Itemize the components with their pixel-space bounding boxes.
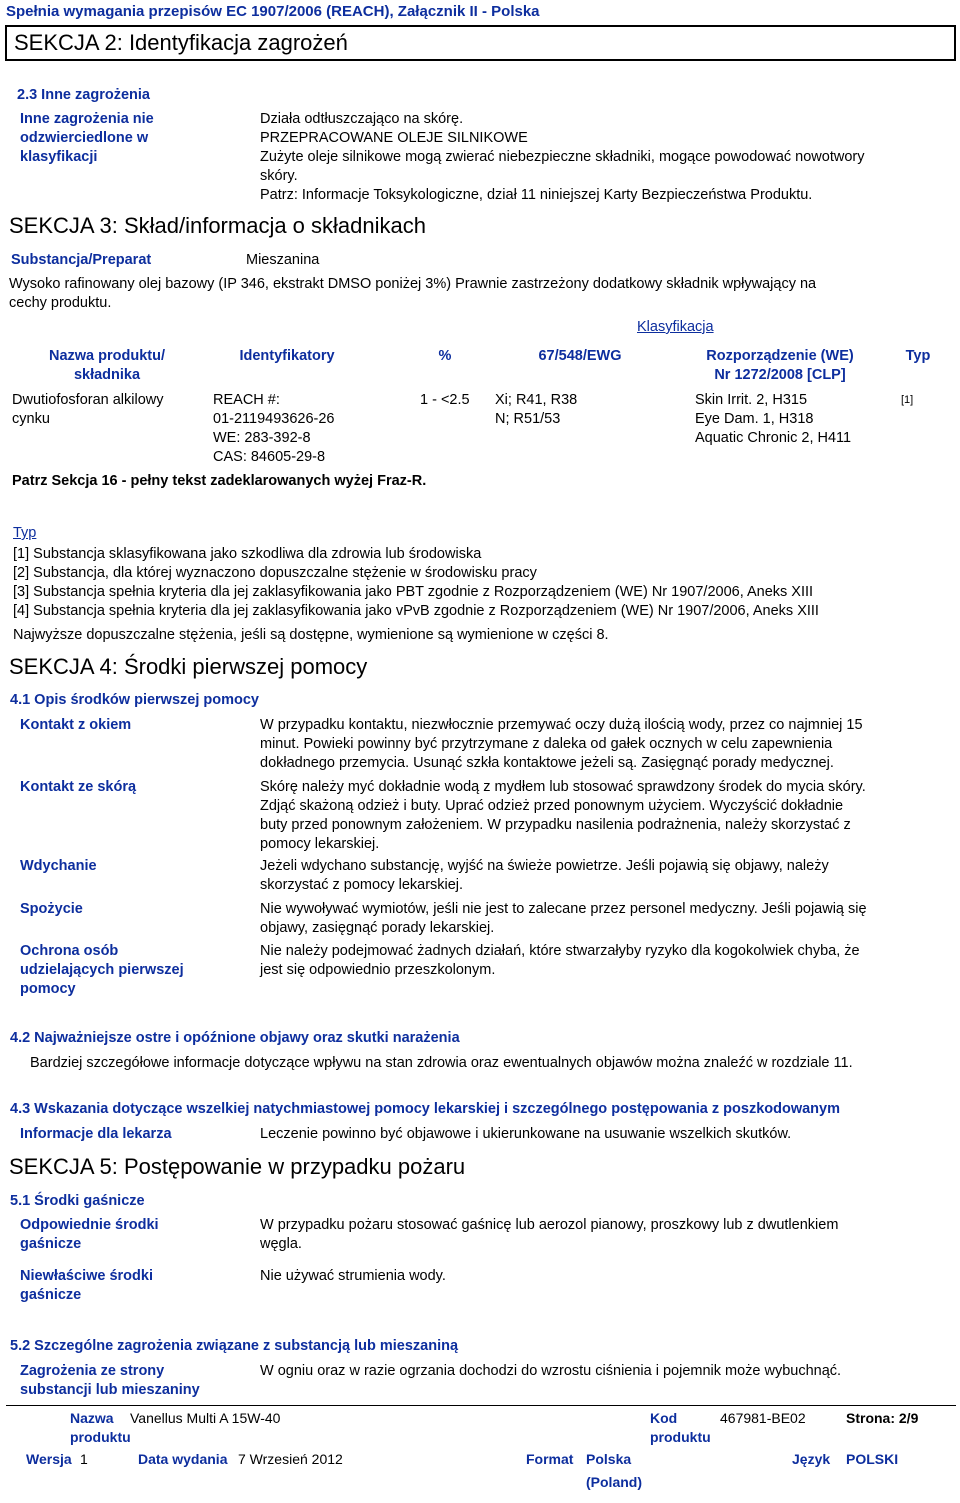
header-line: Nr 1272/2008 [CLP] — [714, 367, 846, 383]
footer-product-code-label — [650, 1409, 711, 1447]
text-line: Zużyte oleje silnikowe mogą zwierać niebezpieczne składniki, mogące powodować nowotwory — [260, 149, 865, 165]
cell-line: cynku — [12, 411, 50, 427]
legend-line: [3] Substancja spełnia kryteria dla jej zaklasyfikowania jako PBT zgodnie z Rozporządzeniem (WE) Nr 1907/2006, Aneks XIII — [13, 584, 814, 600]
ingestion-text — [260, 900, 867, 938]
cell-line: REACH #: — [213, 392, 280, 408]
label-line: Odpowiednie środki — [20, 1217, 159, 1233]
text-line: minut. Powieki powinny być przytrzymane z daleka od gałek ocznych w celu zapewnienia — [260, 736, 833, 752]
table-row-eec — [495, 391, 577, 429]
special-hazards-text: W ogniu oraz w razie ogrzania dochodzi do wzrostu ciśnienia i pojemnik może wybuchnąć. — [260, 1363, 842, 1379]
substance-label: Substancja/Preparat — [11, 252, 152, 268]
table-row-typ: [1] — [901, 394, 914, 406]
label-line: produktu — [650, 1429, 711, 1445]
label-line: Inne zagrożenia nie — [20, 111, 154, 127]
subsection-4-2: 4.2 Najważniejsze ostre i opóźnione objawy oraz skutki narażenia — [10, 1030, 460, 1046]
ingestion-label: Spożycie — [20, 901, 83, 917]
text-line: objawy, zasięgnąć porady lekarskiej. — [260, 920, 495, 936]
legend-line: [2] Substancja, dla której wyznaczono dopuszczalne stężenie w środowisku pracy — [13, 565, 537, 581]
eye-contact-text — [260, 716, 863, 773]
cell-line: WE: 283-392-8 — [213, 430, 311, 446]
header-line: Rozporządzenie (WE) — [706, 348, 854, 364]
text-line: Patrz: Informacje Toksykologiczne, dział 11 niniejszej Karty Bezpieczeństwa Produktu. — [260, 187, 813, 203]
text-line: cechy produktu. — [9, 295, 112, 311]
col-header-typ: Typ — [905, 348, 931, 364]
special-hazards-label — [20, 1362, 200, 1400]
section-5-title: SEKCJA 5: Postępowanie w przypadku pożaru — [9, 1154, 466, 1179]
cell-line: Xi; R41, R38 — [495, 392, 578, 408]
subsection-4-1: 4.1 Opis środków pierwszej pomocy — [10, 692, 259, 708]
skin-contact-text — [260, 778, 866, 854]
doctor-info-text: Leczenie powinno być objawowe i ukierunkowane na usuwanie wszelkich skutków. — [260, 1126, 792, 1142]
col-header-clp — [680, 347, 880, 385]
label-line: Nazwa — [70, 1410, 114, 1426]
cell-line: N; R51/53 — [495, 411, 561, 427]
label-line: pomocy — [20, 981, 76, 997]
col-header-percent: % — [438, 348, 452, 364]
text-line: W przypadku pożaru stosować gaśnicę lub aerozol pianowy, proszkowy lub z dwutlenkiem — [260, 1217, 839, 1233]
doctor-info-label: Informacje dla lekarza — [20, 1126, 172, 1142]
text-line: Jeżeli wdychano substancję, wyjść na świeże powietrze. Jeśli pojawią się objawy, należy — [260, 858, 829, 874]
footer-language-label: Język — [792, 1451, 831, 1467]
subsection-5-1: 5.1 Środki gaśnicze — [10, 1193, 145, 1209]
substance-value: Mieszanina — [246, 252, 320, 268]
other-hazards-label — [20, 110, 154, 167]
footer-product-name: Vanellus Multi A 15W-40 — [130, 1410, 281, 1426]
section-2-title-text: SEKCJA 2: Identyfikacja zagrożeń — [14, 30, 348, 55]
regulation-header: Spełnia wymagania przepisów EC 1907/2006 (REACH), Załącznik II - Polska — [6, 3, 540, 20]
section-4-title: SEKCJA 4: Środki pierwszej pomocy — [9, 654, 368, 679]
text-line: Działa odtłuszczająco na skórę. — [260, 111, 464, 127]
section-3-title: SEKCJA 3: Skład/informacja o składnikach — [9, 213, 426, 238]
footer-product-code: 467981-BE02 — [720, 1410, 806, 1426]
cell-line: Dwutiofosforan alkilowy — [12, 392, 164, 408]
footer-format-label: Format — [526, 1451, 574, 1467]
subsection-2-3: 2.3 Inne zagrożenia — [17, 87, 150, 103]
text-line: Wysoko rafinowany olej bazowy (IP 346, ekstrakt DMSO poniżej 3%) Prawnie zastrzeżony dodatkowy składnik wpływający na — [9, 276, 817, 292]
suitable-media-text — [260, 1216, 838, 1254]
footer-page-number: Strona: 2/9 — [846, 1410, 919, 1426]
format-line: Polska — [586, 1451, 632, 1467]
footer-format — [586, 1450, 642, 1492]
label-line: Kod — [650, 1410, 678, 1426]
suitable-media-label — [20, 1216, 159, 1254]
footer-date-label: Data wydania — [138, 1451, 228, 1467]
subsection-4-3: 4.3 Wskazania dotyczące wszelkiej natychmiastowej pomocy lekarskiej i szczególnego postępowania z poszkodowanym — [10, 1101, 840, 1117]
col-header-eec: 67/548/EWG — [538, 348, 622, 364]
label-line: Ochrona osób — [20, 943, 119, 959]
text-line: buty przed ponownym założeniem. W przypadku nasilenia podrażnenia, należy skorzystać z — [260, 817, 851, 833]
footer-divider — [6, 1405, 956, 1406]
other-hazards-text — [260, 110, 864, 205]
cell-line: Aquatic Chronic 2, H411 — [695, 430, 852, 446]
table-note: Patrz Sekcja 16 - pełny tekst zadeklarowanych wyżej Fraz-R. — [12, 473, 427, 489]
text-line: skorzystać z pomocy lekarskiej. — [260, 877, 464, 893]
label-line: produktu — [70, 1429, 131, 1445]
col-header-ids: Identyfikatory — [239, 348, 335, 364]
format-line: (Poland) — [586, 1474, 642, 1490]
text-line: jest się odpowiednio przeszkolonym. — [260, 962, 496, 978]
footer-date: 7 Wrzesień 2012 — [238, 1451, 343, 1467]
classification-heading: Klasyfikacja — [637, 319, 714, 335]
label-line: udzielających pierwszej — [20, 962, 184, 978]
text-line: PRZEPRACOWANE OLEJE SILNIKOWE — [260, 130, 528, 146]
cell-line: Eye Dam. 1, H318 — [695, 411, 814, 427]
typ-legend — [13, 545, 819, 621]
text-4-2: Bardziej szczegółowe informacje dotyczące wpływu na stan zdrowia oraz ewentualnych objawów można znaleźć w rozdziale 11. — [30, 1055, 853, 1071]
text-line: Skórę należy myć dokładnie wodą z mydłem lub stosować sprawdzony środek do mycia skóry. — [260, 779, 866, 795]
text-line: Zdjąć skażoną odzież i buty. Uprać odzież przed ponownym użyciem. Wyczyścić dokładnie — [260, 798, 844, 814]
inhalation-text — [260, 857, 829, 895]
eye-contact-label: Kontakt z okiem — [20, 717, 132, 733]
skin-contact-label: Kontakt ze skórą — [20, 779, 137, 795]
header-line: składnika — [73, 367, 141, 383]
footer-version: 1 — [80, 1451, 88, 1467]
inhalation-label: Wdychanie — [20, 858, 97, 874]
text-line: węgla. — [260, 1236, 302, 1252]
text-line: W przypadku kontaktu, niezwłocznie przemywać oczy dużą ilością wody, przez co najmniej 15 — [260, 717, 863, 733]
first-aider-protection-label — [20, 942, 184, 999]
unsuitable-media-label — [20, 1267, 153, 1305]
label-line: gaśnicze — [20, 1287, 82, 1303]
label-line: Niewłaściwe środki — [20, 1268, 153, 1284]
table-row-clp — [695, 391, 851, 448]
header-line: Nazwa produktu/ — [48, 348, 165, 364]
cell-line: CAS: 84605-29-8 — [213, 449, 326, 465]
label-line: gaśnicze — [20, 1236, 82, 1252]
table-row-name — [12, 391, 164, 429]
text-line: Nie należy podejmować żadnych działań, które stwarzałyby ryzyko dla kogokolwiek chyba, że — [260, 943, 860, 959]
label-line: substancji lub mieszaniny — [20, 1382, 200, 1398]
text-line: Nie wywoływać wymiotów, jeśli nie jest to zalecane przez personel medyczny. Jeśli pojawią się — [260, 901, 867, 917]
substance-description — [9, 275, 816, 313]
cell-line: Skin Irrit. 2, H315 — [695, 392, 808, 408]
table-row-ids — [213, 391, 334, 467]
footer-version-label: Wersja — [26, 1451, 72, 1467]
cell-line: 01-2119493626-26 — [213, 411, 335, 427]
section-2-title — [5, 25, 956, 61]
first-aider-protection-text — [260, 942, 860, 980]
table-row-percent: 1 - <2.5 — [420, 392, 470, 408]
col-header-name — [12, 347, 202, 385]
footer-language: POLSKI — [846, 1451, 899, 1467]
legend-line: [4] Substancja spełnia kryteria dla jej zaklasyfikowania jako vPvB zgodnie z Rozporządzeniem (WE) Nr 1907/2006, Aneks XIII — [13, 603, 819, 619]
label-line: klasyfikacji — [20, 149, 98, 165]
exposure-note: Najwyższe dopuszczalne stężenia, jeśli są dostępne, wymienione są wymienione w części 8. — [13, 627, 609, 643]
unsuitable-media-text: Nie używać strumienia wody. — [260, 1268, 446, 1284]
label-line: Zagrożenia ze strony — [20, 1363, 165, 1379]
text-line: dokładnego przemycia. Usunąć szkła kontaktowe jeżeli są. Zasięgnąć porady medycznej. — [260, 755, 834, 771]
label-line: odzwierciedlone w — [20, 130, 149, 146]
subsection-5-2: 5.2 Szczególne zagrożenia związane z substancją lub mieszaniną — [10, 1338, 459, 1354]
footer-product-name-label — [70, 1409, 131, 1447]
legend-line: [1] Substancja sklasyfikowana jako szkodliwa dla zdrowia lub środowiska — [13, 546, 482, 562]
text-line: pomocy lekarskiej. — [260, 836, 380, 852]
typ-heading: Typ — [13, 525, 37, 541]
text-line: skóry. — [260, 168, 298, 184]
